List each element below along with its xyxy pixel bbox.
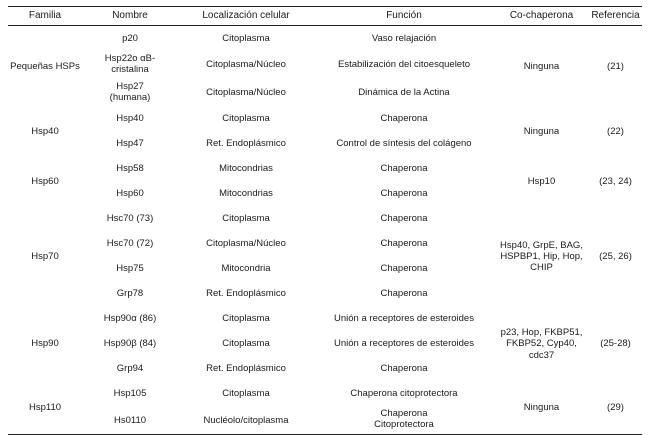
nombre-cell: Hsp105 <box>113 388 147 400</box>
funcion-cell: Chaperona <box>380 113 428 125</box>
header-nombre: Nombre <box>82 7 178 26</box>
header-localizacion: Localización celular <box>178 7 314 26</box>
nombre-cell <box>82 51 178 79</box>
funcion-cell: Chaperona <box>380 288 428 300</box>
table-row <box>8 156 642 181</box>
referencia-cell: (23, 24) <box>599 175 632 187</box>
funcion-cell <box>314 406 494 434</box>
table-body <box>8 25 642 434</box>
table-row <box>8 306 642 331</box>
table-header <box>8 7 642 26</box>
funcion-cell: Chaperona <box>380 188 428 200</box>
nombre-cell: Hsc70 (72) <box>106 238 154 250</box>
localizacion-cell: Citoplasma <box>222 388 270 400</box>
cochaperona-cell: p23, Hop, FKBP51, FKBP52, Cyp40, cdc37 <box>500 327 583 361</box>
localizacion-cell: Citoplasma <box>222 338 270 350</box>
header-funcion: Función <box>314 7 494 26</box>
nombre-cell: Hsp90α (86) <box>103 313 157 325</box>
localizacion-cell: Ret. Endoplásmico <box>206 138 286 150</box>
familia-cell: Hsp90 <box>31 338 59 350</box>
familia-cell: Hsp110 <box>28 402 62 414</box>
nombre-cell: Hs0110 <box>113 414 147 426</box>
nombre-line1: Hsp27 <box>116 80 144 92</box>
localizacion-cell: Citoplasma/Núcleo <box>206 59 286 71</box>
nombre-cell: Grp78 <box>116 288 144 300</box>
nombre-cell: Hsp60 <box>116 188 144 200</box>
cochaperona-cell: Ninguna <box>523 60 560 72</box>
table-header-row <box>8 7 642 26</box>
table-row <box>8 381 642 406</box>
cochaperona-cell: Hsp10 <box>527 175 556 187</box>
nombre-cell: Hsp90β (84) <box>103 338 157 350</box>
localizacion-cell: Citoplasma <box>222 213 270 225</box>
funcion-cell: Chaperona citoprotectora <box>350 388 458 400</box>
table-row <box>8 25 642 51</box>
funcion-cell: Estabilización del citoesqueleto <box>337 59 471 71</box>
localizacion-cell: Nucléolo/citoplasma <box>203 414 289 426</box>
localizacion-cell: Citoplasma/Núcleo <box>206 238 286 250</box>
funcion-line2: Citoprotectora <box>374 419 434 431</box>
localizacion-cell: Citoplasma <box>222 113 270 125</box>
localizacion-cell: Citoplasma <box>222 32 270 44</box>
nombre-cell <box>82 79 178 107</box>
localizacion-cell: Citoplasma <box>222 313 270 325</box>
funcion-line1: Chaperona <box>380 408 428 420</box>
funcion-cell: Chaperona <box>380 263 428 275</box>
localizacion-cell: Mitocondrias <box>219 188 273 200</box>
localizacion-cell: Ret. Endoplásmico <box>206 288 286 300</box>
localizacion-cell: Citoplasma/Núcleo <box>206 86 286 98</box>
funcion-cell: Control de síntesis del colágeno <box>336 138 472 150</box>
funcion-cell: Dinámica de la Actina <box>358 86 450 98</box>
nombre-cell: Hsp40 <box>116 113 144 125</box>
funcion-cell: Vaso relajación <box>371 32 437 44</box>
referencia-cell: (25-28) <box>600 338 631 350</box>
funcion-cell: Chaperona <box>380 213 428 225</box>
referencia-cell: (29) <box>607 402 624 414</box>
nombre-cell: Hsp47 <box>116 138 144 150</box>
table-row <box>8 206 642 231</box>
nombre-cell: Hsc70 (73) <box>106 213 154 225</box>
header-cochaperona: Co-chaperona <box>494 7 589 26</box>
hsp-families-table <box>8 6 642 434</box>
cochaperona-cell: Ninguna <box>523 402 560 414</box>
funcion-cell: Chaperona <box>380 238 428 250</box>
nombre-cell: Hsp75 <box>116 263 144 275</box>
table-row <box>8 106 642 131</box>
localizacion-cell: Ret. Endoplásmico <box>206 363 286 375</box>
familia-cell: Hsp40 <box>31 125 59 137</box>
referencia-cell: (22) <box>607 125 624 137</box>
nombre-cell: Hsp58 <box>116 163 144 175</box>
header-familia: Familia <box>8 7 82 26</box>
funcion-cell: Unión a receptores de esteroides <box>334 313 474 325</box>
funcion-cell: Unión a receptores de esteroides <box>334 338 474 350</box>
cochaperona-cell: Hsp40, GrpE, BAG, HSPBP1, Hip, Hop, CHIP <box>500 239 583 274</box>
localizacion-cell: Mitocondrias <box>219 163 273 175</box>
cochaperona-cell: Ninguna <box>523 125 560 137</box>
nombre-line2: (humana) <box>109 91 151 103</box>
nombre-cell: p20 <box>122 32 138 44</box>
referencia-cell: (25, 26) <box>599 250 632 262</box>
nombre-line2: cristalina <box>111 63 149 75</box>
localizacion-cell: Mitocondria <box>221 263 271 275</box>
familia-cell: Pequeñas HSPs <box>10 60 80 72</box>
familia-cell: Hsp70 <box>31 250 59 262</box>
referencia-cell: (21) <box>607 60 624 72</box>
familia-cell: Hsp60 <box>31 175 59 187</box>
header-referencia: Referencia <box>589 7 642 26</box>
funcion-cell: Chaperona <box>380 163 428 175</box>
funcion-cell: Chaperona <box>380 363 428 375</box>
nombre-line1: Hsp22o αB- <box>104 52 156 64</box>
nombre-cell: Grp94 <box>116 363 144 375</box>
